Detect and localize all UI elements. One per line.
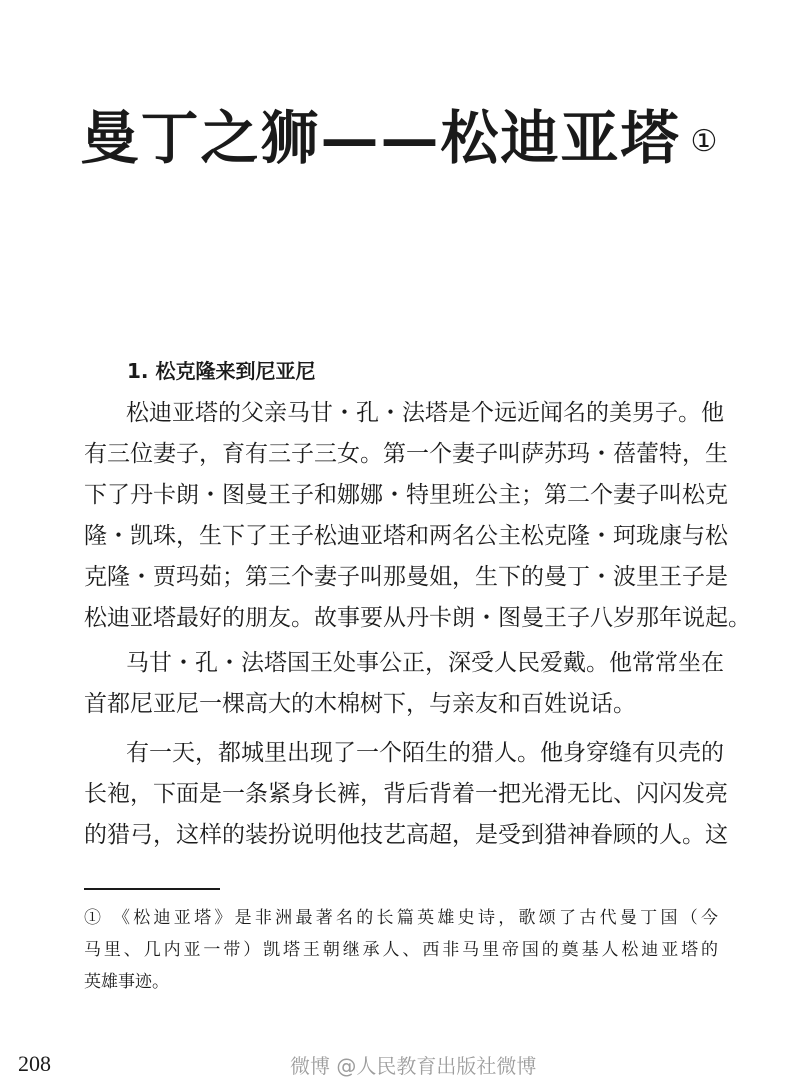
page-number: 208 — [18, 1051, 51, 1076]
body-line: 长袍，下面是一条紧身长裤，背后背着一把光滑无比、闪闪发亮 — [84, 781, 728, 807]
body-line: 隆・凯珠，生下了王子松迪亚塔和两名公主松克隆・珂珑康与松 — [84, 523, 728, 549]
title-text: 曼丁之狮——松迪亚塔 — [80, 104, 681, 172]
section-heading: 1. 松克隆来到尼亚尼 — [127, 359, 316, 383]
footnote-marker: ① — [690, 124, 720, 159]
body-line: 松迪亚塔的父亲马甘・孔・法塔是个远近闻名的美男子。他 — [126, 400, 724, 426]
footnote-divider — [84, 888, 220, 890]
footnote-line: ① 《松迪亚塔》是非洲最著名的长篇英雄史诗，歌颂了古代曼丁国（今 — [84, 908, 718, 928]
footnote-line: 英雄事迹。 — [84, 972, 169, 992]
footnote-line: 马里、几内亚一带）凯塔王朝继承人、西非马里帝国的奠基人松迪亚塔的 — [84, 940, 718, 960]
body-line: 下了丹卡朗・图曼王子和娜娜・特里班公主；第二个妻子叫松克 — [84, 482, 728, 508]
body-line: 的猎弓，这样的装扮说明他技艺高超，是受到猎神眷顾的人。这 — [84, 822, 728, 848]
page-title — [0, 98, 800, 178]
footnote — [84, 902, 718, 998]
body-line: 松迪亚塔最好的朋友。故事要从丹卡朗・图曼王子八岁那年说起。 — [84, 605, 751, 631]
body-line: 有三位妻子，育有三子三女。第一个妻子叫萨苏玛・蓓蕾特，生 — [84, 441, 728, 467]
body-line: 马甘・孔・法塔国王处事公正，深受人民爱戴。他常常坐在 — [126, 650, 724, 676]
body-text — [84, 393, 751, 856]
watermark: 微博 @人民教育出版社微博 — [290, 1054, 537, 1078]
body-line: 有一天，都城里出现了一个陌生的猎人。他身穿缝有贝壳的 — [126, 740, 724, 766]
body-line: 克隆・贾玛茹；第三个妻子叫那曼姐，生下的曼丁・波里王子是 — [84, 564, 728, 590]
body-line: 首都尼亚尼一棵高大的木棉树下，与亲友和百姓说话。 — [84, 691, 636, 717]
